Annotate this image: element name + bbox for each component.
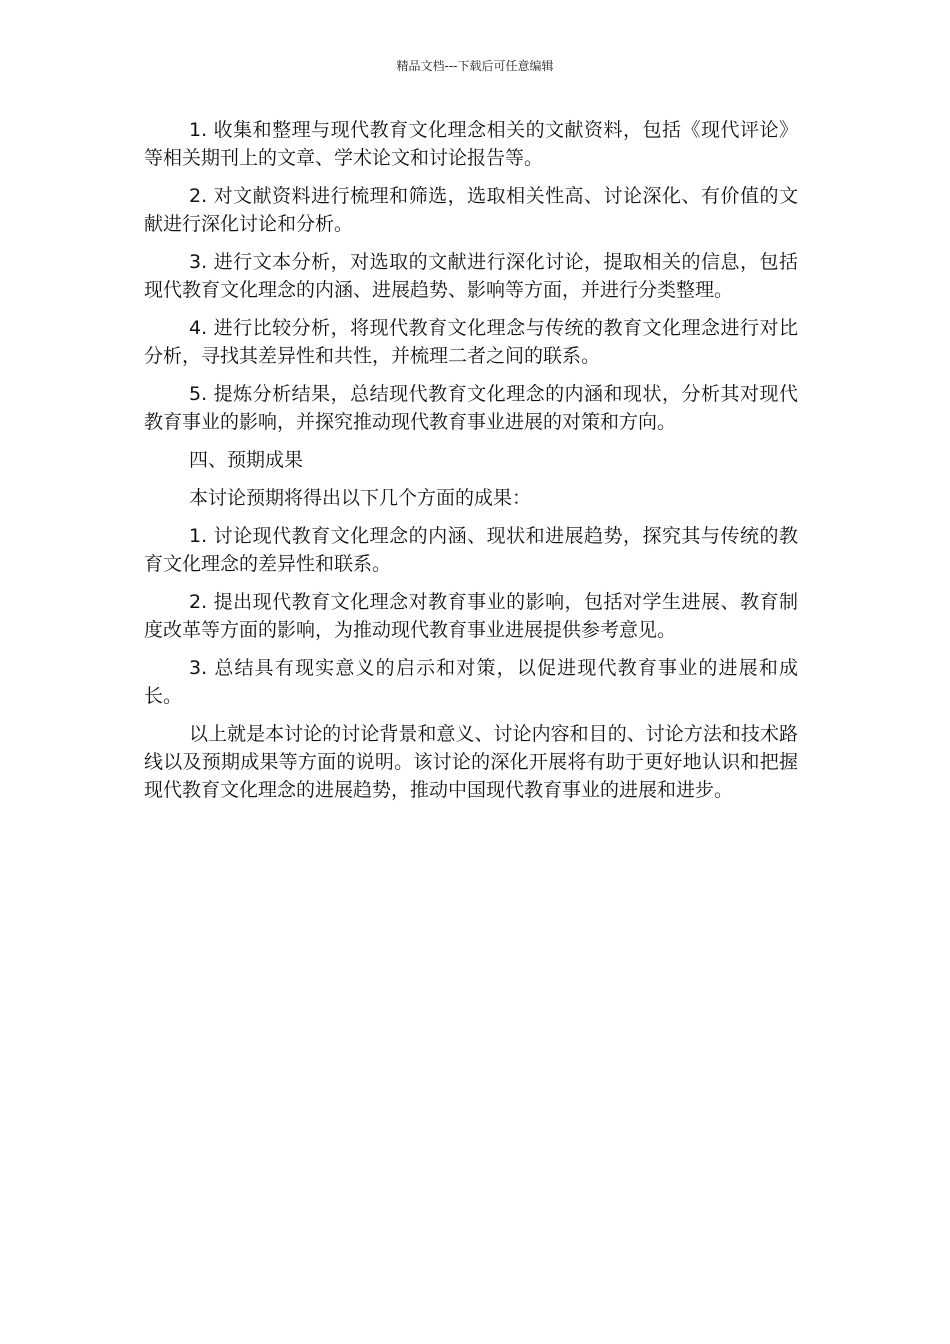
section-heading: 四、预期成果 bbox=[189, 449, 304, 471]
method-step-4: 4. 进行比较分析，将现代教育文化理念与传统的教育文化理念进行对比分析，寻找其差异性和共性，并梳理二者之间的联系。 bbox=[144, 317, 798, 367]
document-body bbox=[144, 116, 798, 814]
outcome-item-1: 1. 讨论现代教育文化理念的内涵、现状和进展趋势，探究其与传统的教育文化理念的差异性和联系。 bbox=[144, 525, 798, 575]
conclusion-paragraph: 以上就是本讨论的讨论背景和意义、讨论内容和目的、讨论方法和技术路线以及预期成果等方面的说明。该讨论的深化开展将有助于更好地认识和把握现代教育文化理念的进展趋势，推动中国现代教育事业的进展和进步。 bbox=[144, 723, 798, 801]
outcome-item-3: 3. 总结具有现实意义的启示和对策，以促进现代教育事业的进展和成长。 bbox=[144, 657, 798, 707]
method-step-5: 5. 提炼分析结果，总结现代教育文化理念的内涵和现状，分析其对现代教育事业的影响，并探究推动现代教育事业进展的对策和方向。 bbox=[144, 383, 798, 433]
section-intro: 本讨论预期将得出以下几个方面的成果： bbox=[189, 487, 532, 509]
method-step-2: 2. 对文献资料进行梳理和筛选，选取相关性高、讨论深化、有价值的文献进行深化讨论和分析。 bbox=[144, 185, 798, 235]
outcome-item-2: 2. 提出现代教育文化理念对教育事业的影响，包括对学生进展、教育制度改革等方面的影响，为推动现代教育事业进展提供参考意见。 bbox=[144, 591, 798, 641]
method-step-1: 1. 收集和整理与现代教育文化理念相关的文献资料，包括《现代评论》等相关期刊上的文章、学术论文和讨论报告等。 bbox=[144, 119, 798, 169]
page-header: 精品文档---下载后可任意编辑 bbox=[396, 59, 554, 73]
method-step-3: 3. 进行文本分析，对选取的文献进行深化讨论，提取相关的信息，包括现代教育文化理念的内涵、进展趋势、影响等方面，并进行分类整理。 bbox=[144, 251, 798, 301]
